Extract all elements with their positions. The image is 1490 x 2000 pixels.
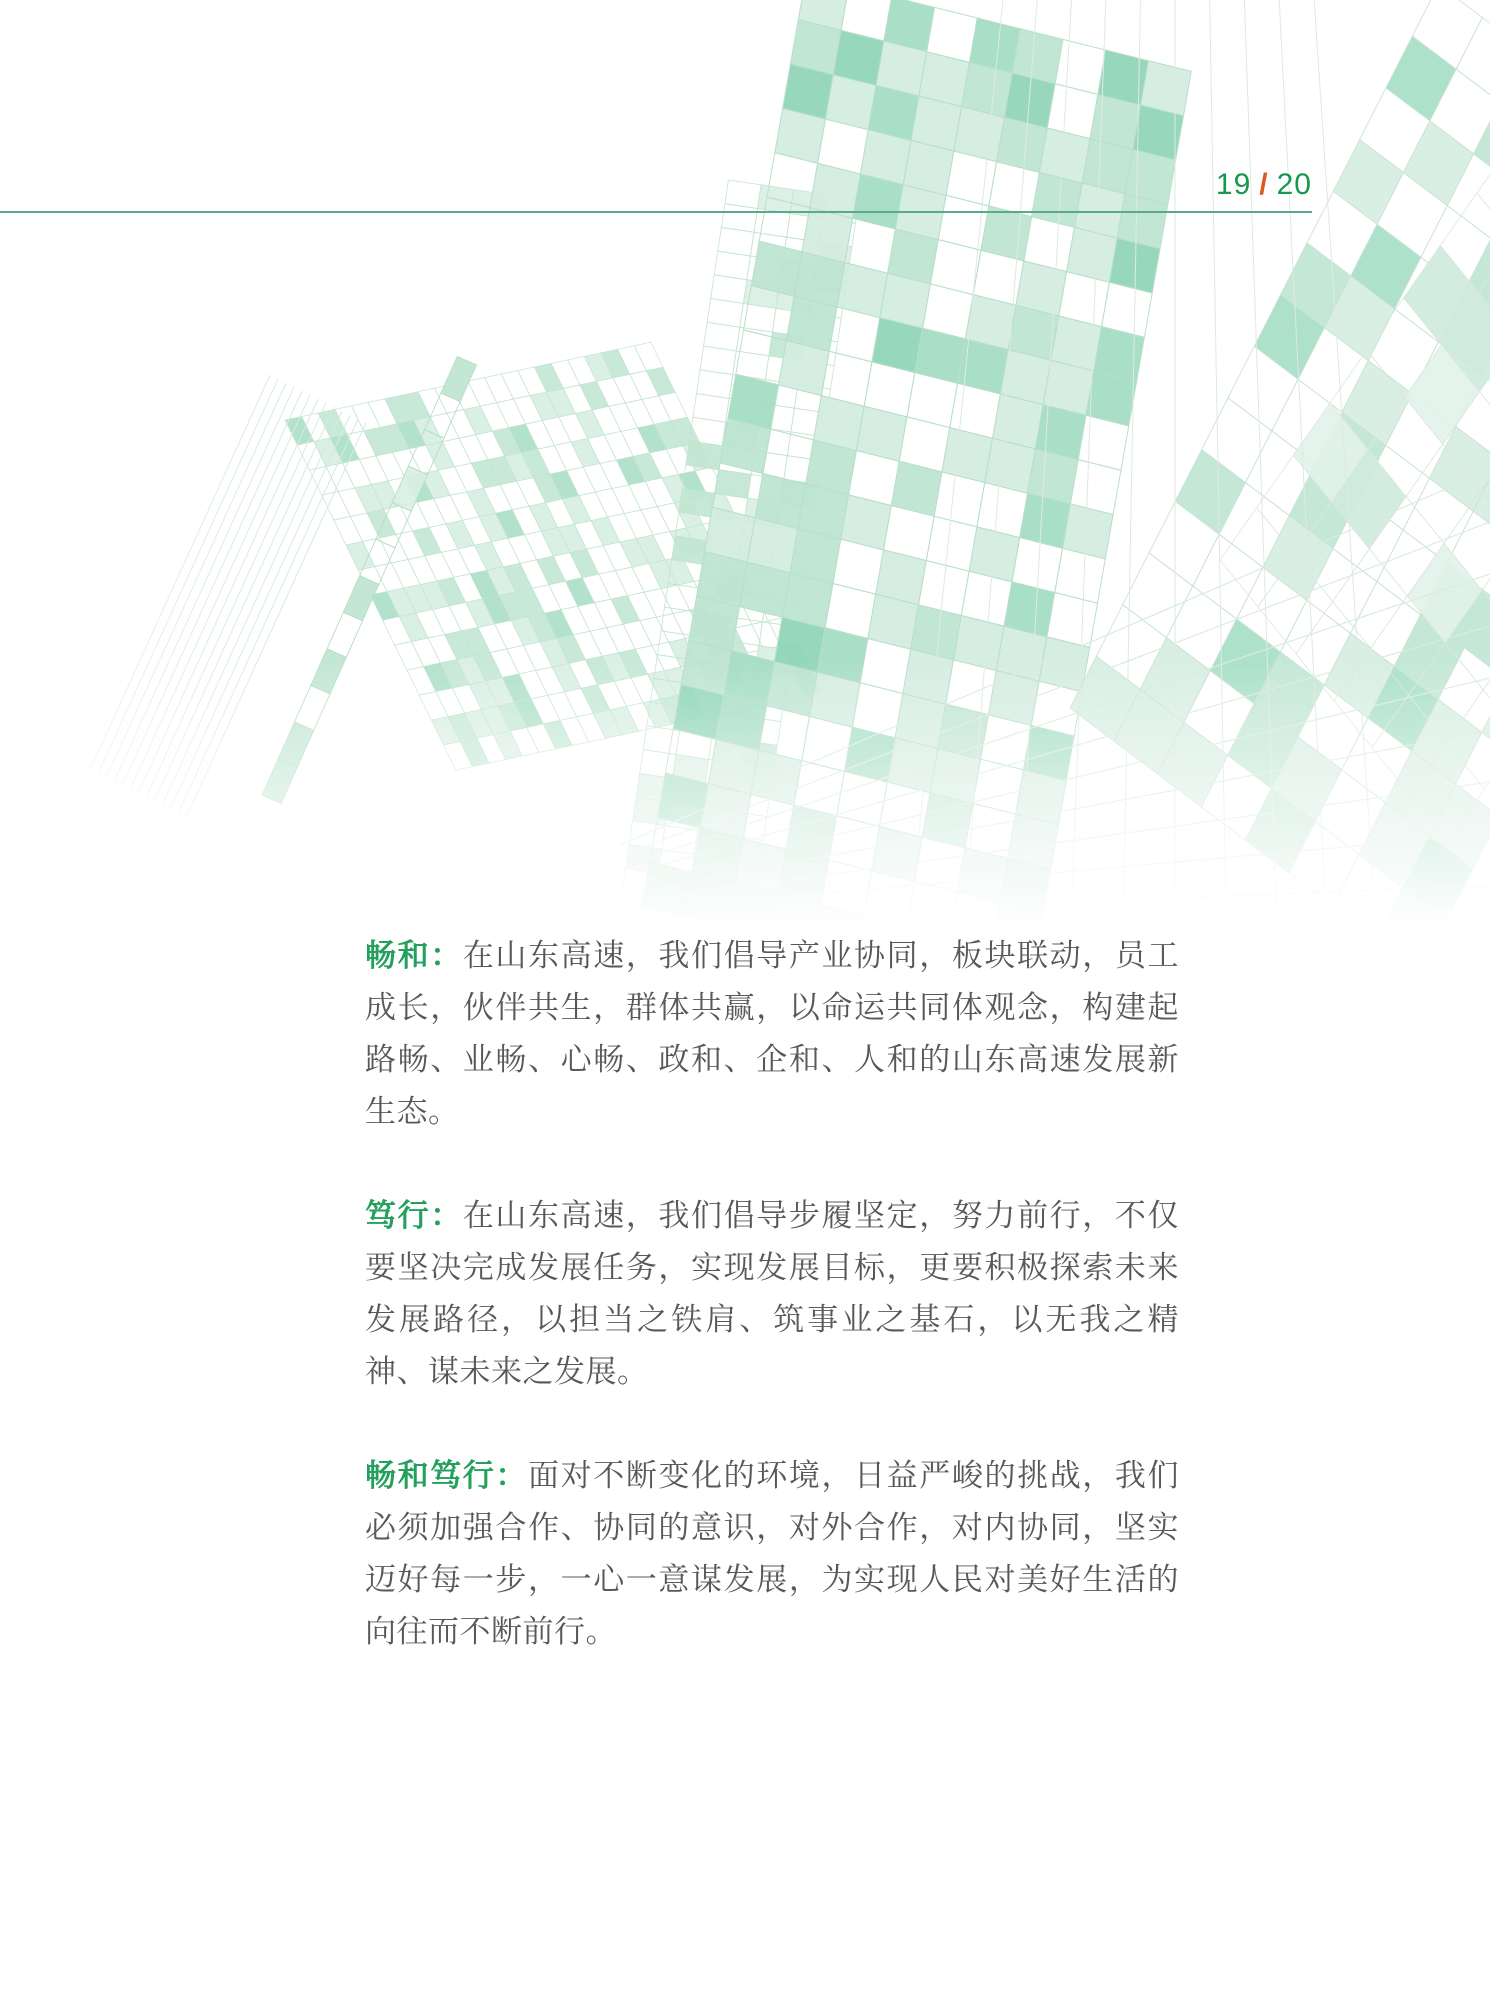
paragraph-changhe-duxing [365,1450,1179,1658]
buildings-illustration [0,0,1490,980]
paragraph-duxing-label: 笃行： [365,1198,463,1233]
page-number [1216,170,1312,200]
paragraph-changhe-body: 在山东高速，我们倡导产业协同，板块联动，员工成长，伙伴共生，群体共赢，以命运共同体观念，构建起路畅、业畅、心畅、政和、企和、人和的山东高速发展新生态。 [365,938,1179,1129]
page-number-separator: / [1259,168,1269,201]
brand-values-text [365,930,1179,1658]
header-divider-line [0,211,1312,213]
page-number-current: 19 [1215,168,1252,201]
paragraph-changhe [365,930,1179,1138]
paragraph-duxing-body: 在山东高速，我们倡导步履坚定，努力前行，不仅要坚决完成发展任务，实现发展目标，更要积极探索未来发展路径，以担当之铁肩、筑事业之基石，以无我之精神、谋未来之发展。 [365,1198,1179,1389]
page-number-total: 20 [1276,168,1312,201]
paragraph-changhe-label: 畅和： [365,938,463,973]
paragraph-changhe-duxing-label: 畅和笃行： [365,1458,529,1493]
paragraph-changhe-duxing-body: 面对不断变化的环境，日益严峻的挑战，我们必须加强合作、协同的意识，对外合作，对内协同，坚实迈好每一步，一心一意谋发展，为实现人民对美好生活的向往而不断前行。 [365,1458,1180,1649]
left-fade [0,260,300,965]
paragraph-duxing [365,1190,1179,1398]
